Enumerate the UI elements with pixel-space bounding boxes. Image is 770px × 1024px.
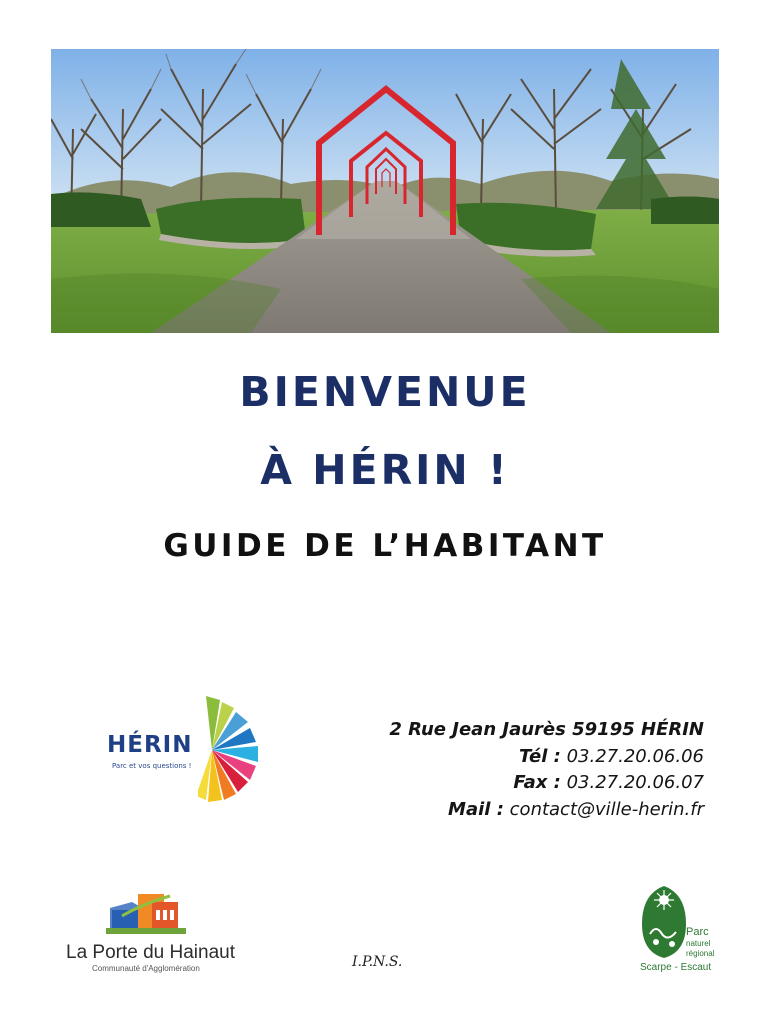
contact-address: 2 Rue Jean Jaurès 59195 HÉRIN <box>389 719 704 740</box>
fax-value: 03.27.20.06.07 <box>566 772 704 793</box>
mail-label: Mail : <box>448 798 504 820</box>
tel-value[interactable]: 03.27.20.06.06 <box>566 745 704 767</box>
herin-logo <box>104 696 268 806</box>
hero-photo <box>51 49 719 333</box>
contact-fax <box>389 770 704 797</box>
parc-naturel-logo <box>640 884 724 978</box>
herin-logo-word: HÉRIN <box>107 732 193 758</box>
porte-du-hainaut-logo <box>52 888 242 978</box>
herin-logo-tagline: Parc et vos questions ! <box>112 762 192 770</box>
parc-line-4: Scarpe - Escaut <box>640 962 712 973</box>
parc-line-3: régional <box>686 949 715 958</box>
parc-line-1: Parc <box>686 926 709 938</box>
porte-du-hainaut-subtitle: Communauté d'Agglomération <box>92 964 200 973</box>
contact-tel <box>389 744 704 771</box>
porte-du-hainaut-name: La Porte du Hainaut <box>66 942 236 963</box>
porte-du-hainaut-emblem-icon <box>52 888 242 944</box>
parc-line-2: naturel <box>686 939 711 948</box>
title-line-2: À HÉRIN ! <box>260 446 510 494</box>
title-line-1: BIENVENUE <box>239 368 531 416</box>
contact-block <box>389 717 704 823</box>
mail-link[interactable]: contact@ville-herin.fr <box>509 798 704 820</box>
herin-fan-icon <box>198 696 268 804</box>
parc-naturel-emblem-icon <box>640 884 688 960</box>
fax-label: Fax : <box>513 772 561 793</box>
ipns-mention: I.P.N.S. <box>352 954 403 970</box>
park-alley-illustration <box>51 49 719 333</box>
contact-mail <box>389 797 704 824</box>
tel-label: Tél : <box>519 745 561 767</box>
subtitle: GUIDE DE L’HABITANT <box>163 528 607 564</box>
